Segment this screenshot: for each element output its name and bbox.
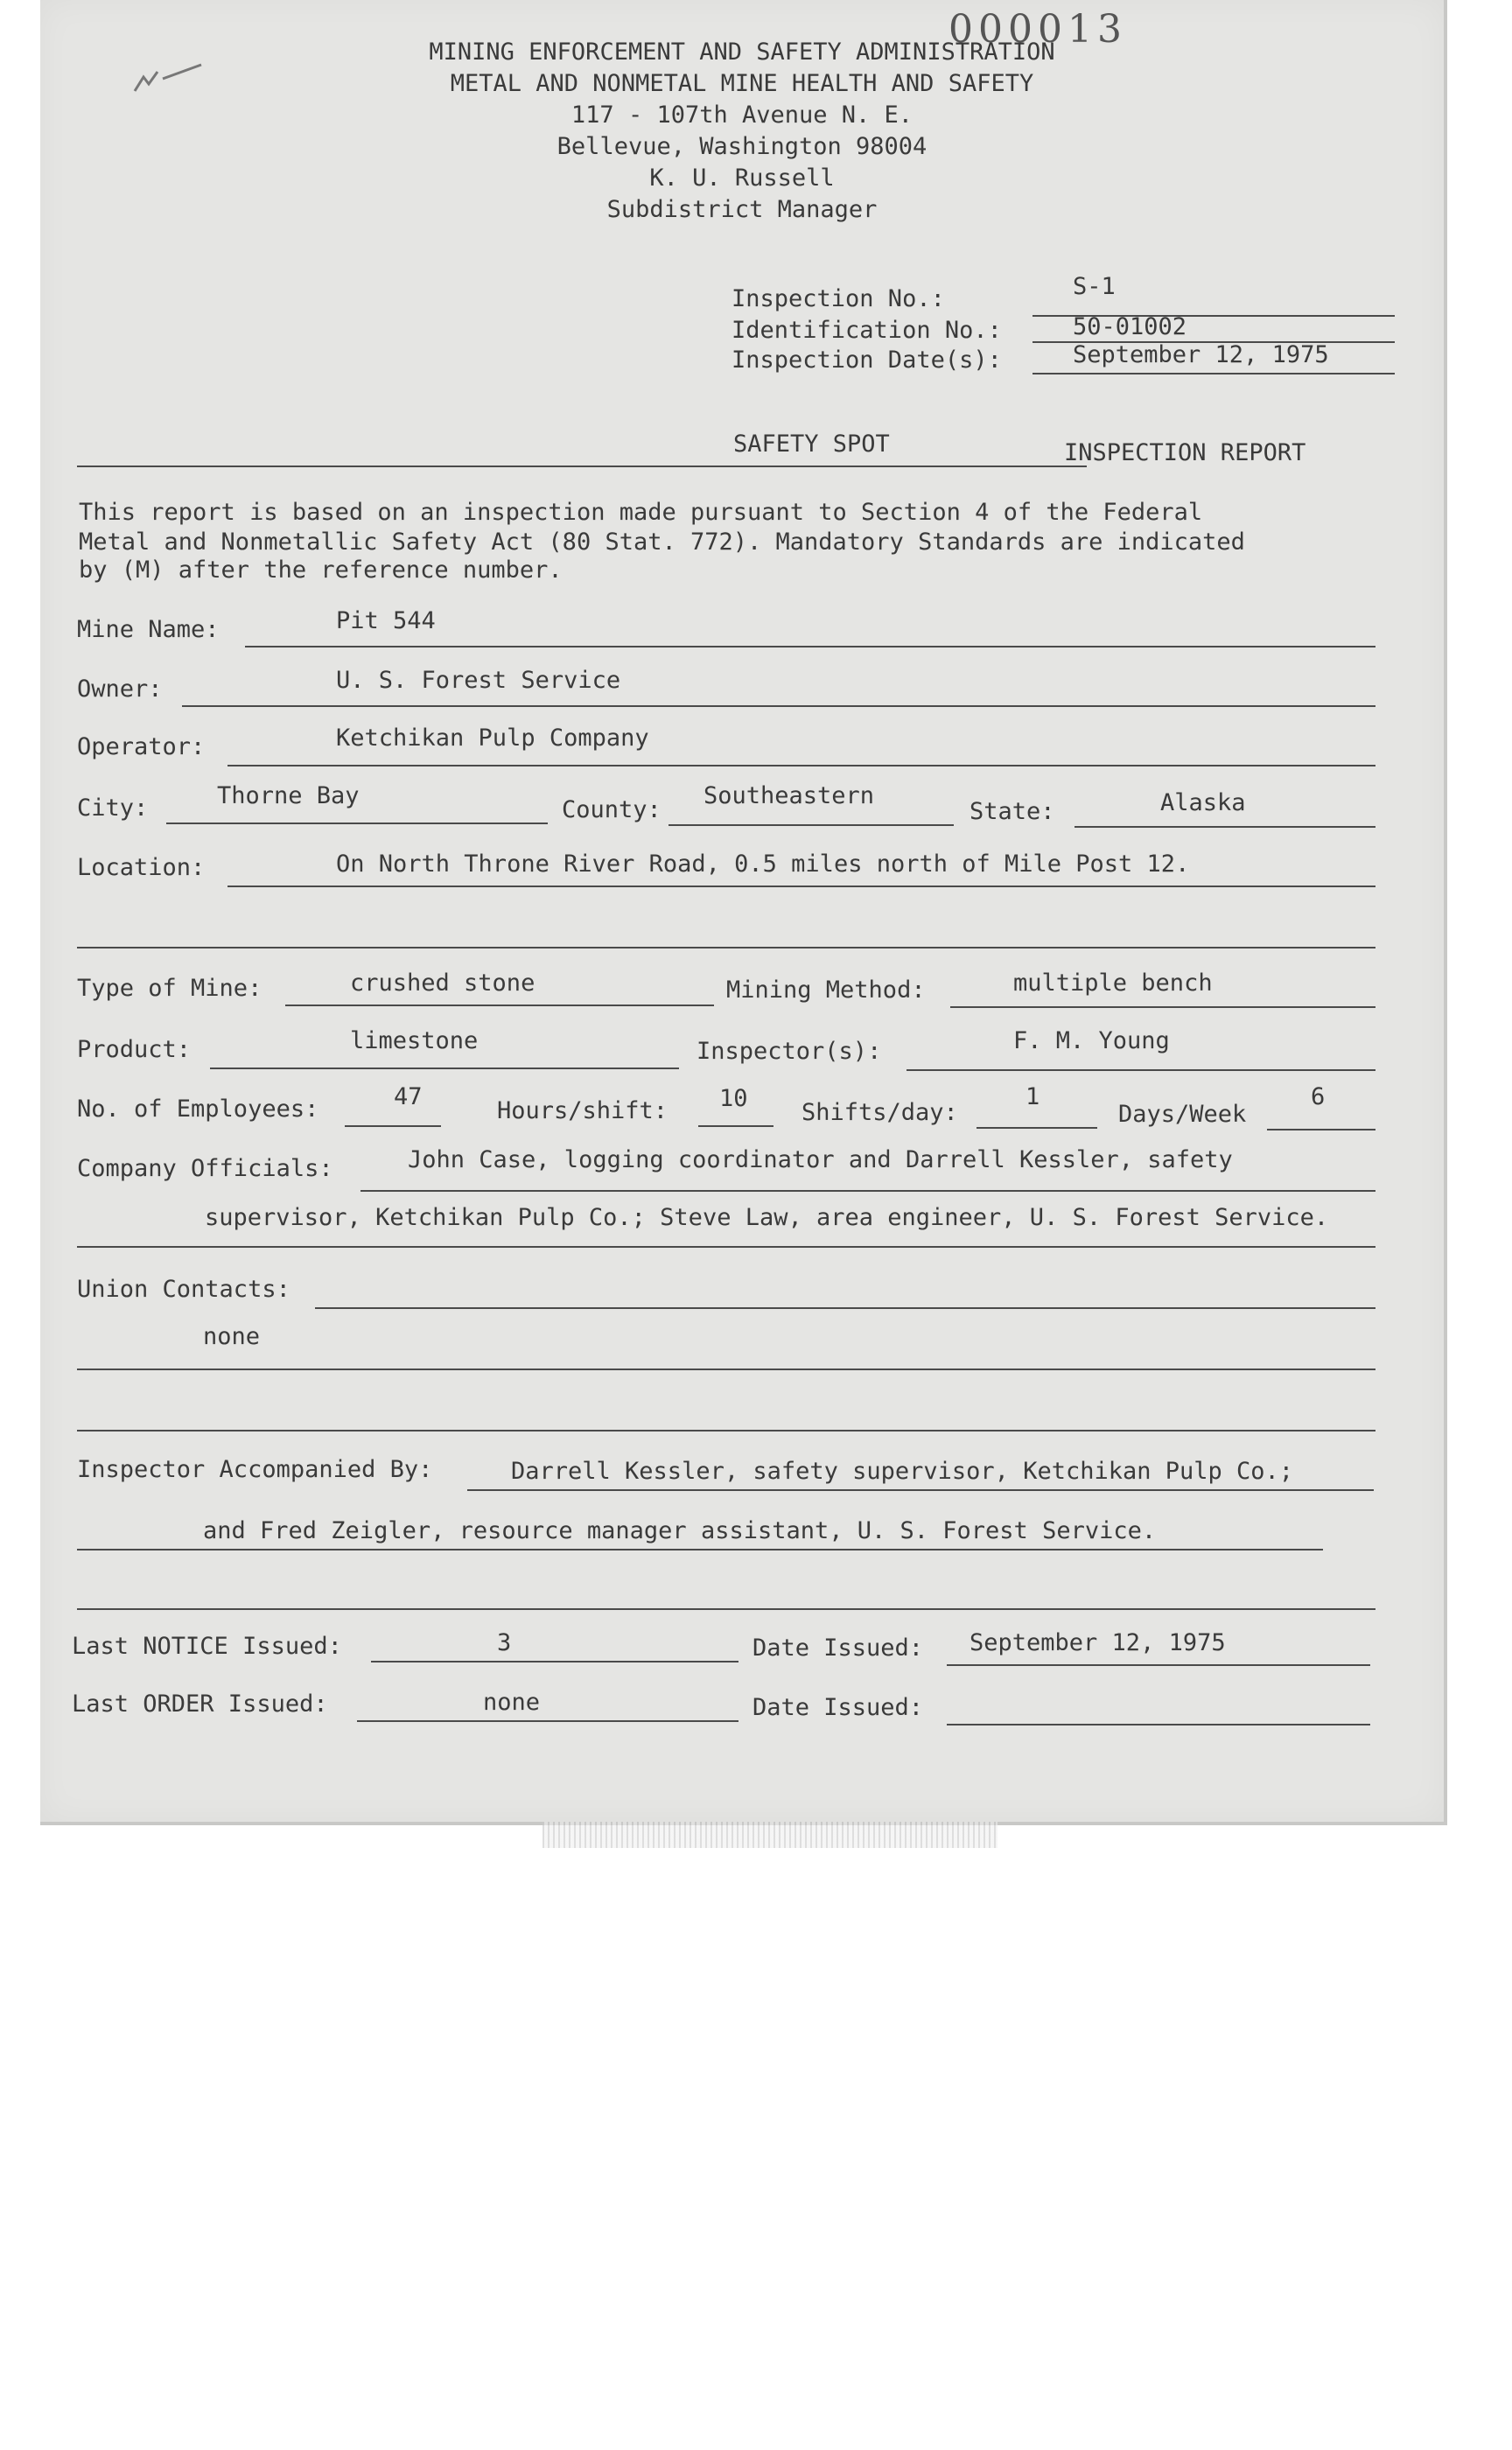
agency-name: MINING ENFORCEMENT AND SAFETY ADMINISTRATION — [429, 38, 1055, 66]
product-value: limestone — [350, 1027, 479, 1054]
notice-value: 3 — [497, 1629, 512, 1656]
days-value: 6 — [1311, 1083, 1326, 1110]
hours-value: 10 — [719, 1085, 748, 1112]
intro-line-3: by (M) after the reference number. — [79, 556, 563, 584]
mining-method-line — [950, 1006, 1376, 1008]
inspection-date-label: Inspection Date(s): — [732, 346, 1002, 374]
mining-method-label: Mining Method: — [726, 976, 926, 1004]
state-label: State: — [970, 798, 1055, 825]
order-line — [357, 1720, 738, 1722]
city-label: City: — [77, 794, 149, 822]
document-page — [40, 0, 1447, 1825]
inspection-date-value: September 12, 1975 — [1073, 341, 1329, 368]
order-value: none — [483, 1689, 541, 1716]
officials-line-1 — [360, 1190, 1376, 1192]
union-line-2 — [77, 1368, 1376, 1370]
state-value: Alaska — [1160, 789, 1246, 816]
intro-line-2: Metal and Nonmetallic Safety Act (80 Stat. 772). Mandatory Standards are indicated — [79, 528, 1245, 556]
notice-date-line — [947, 1664, 1370, 1666]
employees-line — [345, 1125, 441, 1127]
page-number-stamp: 000013 — [948, 7, 1127, 52]
owner-value: U. S. Forest Service — [336, 667, 621, 694]
inspector-label: Inspector(s): — [696, 1038, 882, 1065]
order-label: Last ORDER Issued: — [72, 1690, 328, 1718]
mine-type-line — [285, 1004, 714, 1006]
division-name: METAL AND NONMETAL MINE HEALTH AND SAFETY — [450, 70, 1034, 97]
county-value: Southeastern — [704, 782, 875, 809]
employees-value: 47 — [394, 1083, 423, 1110]
days-label: Days/Week — [1118, 1101, 1247, 1128]
address-city: Bellevue, Washington 98004 — [556, 133, 928, 160]
officials-line-2 — [77, 1246, 1376, 1248]
accompanied-line-2 — [77, 1549, 1323, 1550]
county-label: County: — [562, 796, 662, 823]
inspector-line — [906, 1069, 1376, 1071]
officials-value-line-2: supervisor, Ketchikan Pulp Co.; Steve Law, area engineer, U. S. Forest Service. — [205, 1204, 1329, 1231]
mine-type-value: crushed stone — [350, 970, 536, 997]
identification-no-value: 50-01002 — [1073, 313, 1187, 340]
officials-value-line-1: John Case, logging coordinator and Darrell Kessler, safety — [408, 1146, 1233, 1173]
order-date-line — [947, 1724, 1370, 1726]
operator-value: Ketchikan Pulp Company — [336, 724, 649, 752]
mine-name-label: Mine Name: — [77, 616, 220, 643]
county-line — [668, 824, 954, 826]
hours-line — [698, 1125, 774, 1127]
accompanied-value-line-2: and Fred Zeigler, resource manager assistant, U. S. Forest Service. — [203, 1517, 1157, 1544]
union-line-3 — [77, 1430, 1376, 1432]
union-line-1 — [315, 1307, 1376, 1309]
shifts-label: Shifts/day: — [802, 1099, 958, 1126]
accompanied-label: Inspector Accompanied By: — [77, 1456, 433, 1483]
mine-type-label: Type of Mine: — [77, 975, 262, 1002]
state-line — [1074, 826, 1376, 828]
inspection-no-value: S-1 — [1073, 273, 1116, 300]
city-value: Thorne Bay — [217, 782, 360, 809]
location-value: On North Throne River Road, 0.5 miles north of Mile Post 12. — [336, 850, 1190, 878]
notice-date-label: Date Issued: — [752, 1634, 924, 1662]
mine-name-line — [245, 646, 1376, 648]
hours-label: Hours/shift: — [497, 1097, 668, 1124]
notice-date-value: September 12, 1975 — [970, 1629, 1226, 1656]
report-type-value: SAFETY SPOT — [733, 430, 890, 458]
mine-name-value: Pit 544 — [336, 607, 436, 634]
inspection-date-line — [1032, 373, 1395, 374]
location-line — [228, 886, 1376, 887]
operator-label: Operator: — [77, 733, 206, 760]
mining-method-value: multiple bench — [1013, 970, 1213, 997]
union-value: none — [203, 1323, 261, 1350]
location-line-2 — [77, 947, 1376, 948]
address-street: 117 - 107th Avenue N. E. — [570, 102, 914, 129]
owner-line — [182, 705, 1376, 707]
accompanied-line-1 — [467, 1489, 1374, 1491]
identification-no-label: Identification No.: — [732, 317, 1002, 344]
city-line — [166, 822, 548, 824]
location-label: Location: — [77, 854, 206, 881]
accompanied-value-line-1: Darrell Kessler, safety supervisor, Ketchikan Pulp Co.; — [511, 1458, 1294, 1485]
notice-line — [371, 1661, 738, 1662]
union-label: Union Contacts: — [77, 1276, 290, 1303]
operator-line — [228, 765, 1376, 766]
days-line — [1267, 1129, 1376, 1130]
inspector-value: F. M. Young — [1013, 1027, 1170, 1054]
manager-name: K. U. Russell — [649, 164, 835, 192]
intro-line-1: This report is based on an inspection made pursuant to Section 4 of the Federal — [79, 499, 1203, 526]
manager-title: Subdistrict Manager — [606, 196, 878, 223]
shifts-line — [976, 1127, 1097, 1129]
shifts-value: 1 — [1026, 1083, 1040, 1110]
inspection-no-label: Inspection No.: — [732, 285, 945, 312]
product-line — [210, 1068, 679, 1069]
report-type-line — [77, 466, 1087, 467]
order-date-label: Date Issued: — [752, 1694, 924, 1721]
accompanied-line-3 — [77, 1608, 1376, 1610]
notice-label: Last NOTICE Issued: — [72, 1633, 342, 1660]
employees-label: No. of Employees: — [77, 1096, 319, 1123]
report-type-label: INSPECTION REPORT — [1064, 439, 1306, 466]
officials-label: Company Officials: — [77, 1155, 333, 1182]
owner-label: Owner: — [77, 676, 163, 703]
scan-artifact — [542, 1822, 998, 1848]
product-label: Product: — [77, 1036, 192, 1063]
